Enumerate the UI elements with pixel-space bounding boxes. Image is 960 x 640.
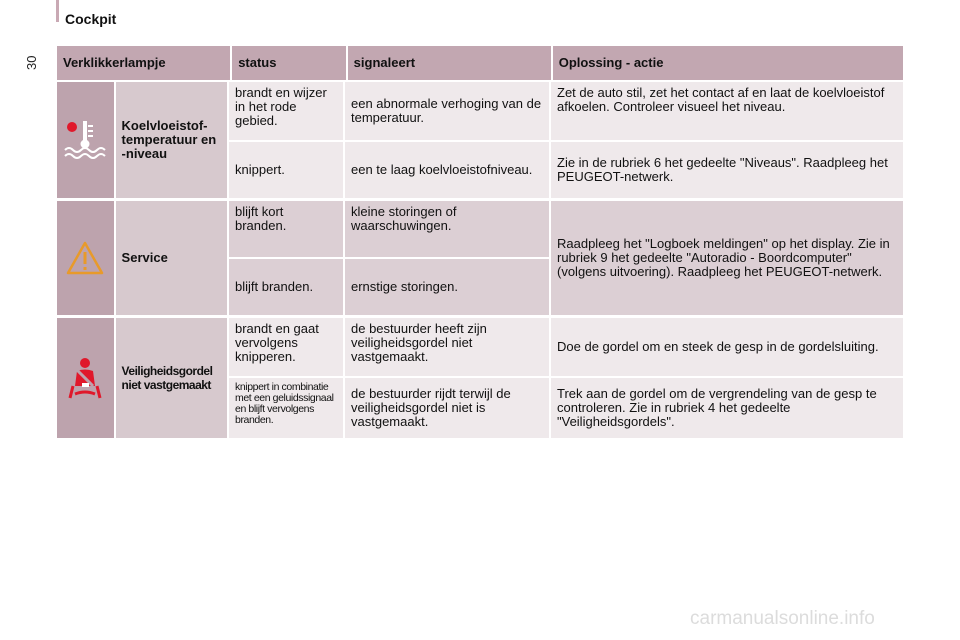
table-row [229, 82, 903, 140]
lamp-name-seatbelt: Veiligheidsgordel niet vastgemaakt [116, 318, 227, 438]
signal-cell: een te laag koelvloeistofniveau. [345, 142, 549, 198]
table-row [229, 142, 903, 198]
table-row [229, 318, 903, 376]
page-number: 30 [24, 55, 39, 70]
column-header-action: Oplossing - actie [553, 46, 903, 80]
status-cell: knippert. [229, 142, 343, 198]
column-header-lamp: Verklikkerlampje [57, 46, 230, 80]
table-group-service [57, 201, 903, 315]
signal-cell: kleine storingen of waarschuwingen. [345, 201, 549, 257]
warning-triangle-icon [57, 201, 114, 315]
column-header-status: status [232, 46, 345, 80]
signal-cell: een abnormale verhoging van de temperatuur. [345, 82, 549, 140]
shared-action-cell: Raadpleeg het "Logboek meldingen" op het display. Zie in rubriek 9 het gedeelte "Autoradio - Boordcomputer" (volgens uitvoering). Raadpleeg het PEUGEOT-netwerk. [551, 201, 903, 315]
action-cell: Zet de auto stil, zet het contact af en laat de koelvloeistof afkoelen. Controleer visueel het niveau. [551, 82, 903, 140]
signal-cell: ernstige storingen. [345, 259, 549, 315]
coolant-temperature-icon [57, 82, 114, 198]
status-cell: blijft branden. [229, 259, 343, 315]
warning-lights-table [57, 46, 903, 441]
section-title: Cockpit [65, 11, 117, 27]
signal-cell: de bestuurder rijdt terwijl de veiligheidsgordel niet is vastgemaakt. [345, 378, 549, 438]
action-cell: Doe de gordel om en steek de gesp in de gordelsluiting. [551, 318, 903, 376]
table-header-row [57, 46, 903, 80]
lamp-name-service: Service [116, 201, 227, 315]
table-row [229, 259, 549, 315]
section-marker-bar [56, 0, 59, 22]
status-cell: knippert in combinatie met een geluidssignaal en blijft vervolgens branden. [229, 378, 343, 438]
status-cell: brandt en wijzer in het rode gebied. [229, 82, 343, 140]
table-row [229, 378, 903, 438]
lamp-name-coolant: Koelvloeistof-temperatuur en -niveau [116, 82, 227, 198]
signal-cell: de bestuurder heeft zijn veiligheidsgordel niet vastgemaakt. [345, 318, 549, 376]
status-cell: brandt en gaat vervolgens knipperen. [229, 318, 343, 376]
watermark-text: carmanualsonline.info [690, 608, 875, 629]
seatbelt-icon [57, 318, 114, 438]
status-cell: blijft kort branden. [229, 201, 343, 257]
table-group-seatbelt [57, 318, 903, 438]
table-group-coolant [57, 82, 903, 198]
table-row [229, 201, 549, 257]
action-cell: Zie in de rubriek 6 het gedeelte "Niveaus". Raadpleeg het PEUGEOT-netwerk. [551, 142, 903, 198]
action-cell: Trek aan de gordel om de vergrendeling van de gesp te controleren. Zie in rubriek 4 het gedeelte "Veiligheidsgordels". [551, 378, 903, 438]
column-header-signal: signaleert [348, 46, 551, 80]
